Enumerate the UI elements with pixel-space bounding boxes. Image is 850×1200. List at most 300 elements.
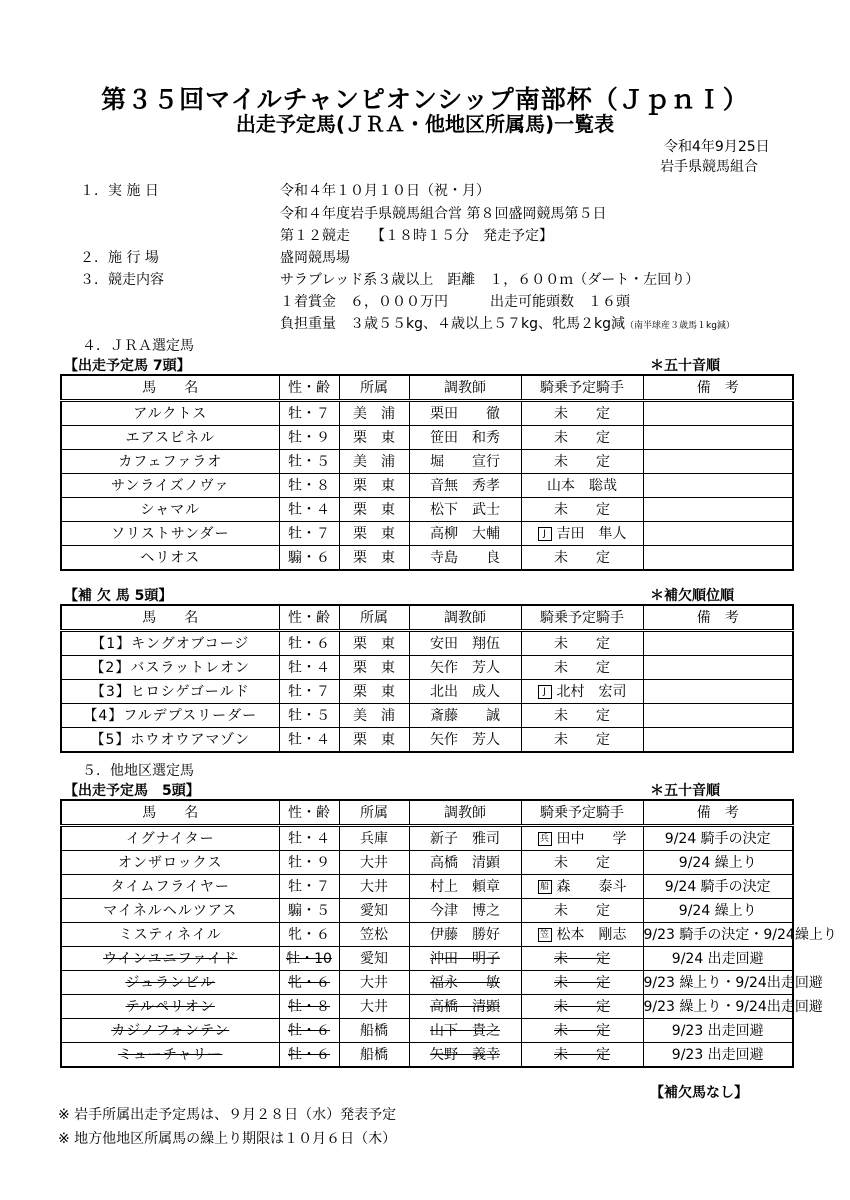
horse-name-cell: [61, 680, 279, 704]
sex-age-cell: [279, 851, 339, 875]
remarks-cell: [643, 1043, 793, 1068]
horse-name-cell: [61, 947, 279, 971]
reserve-order-note: ＊補欠順位順: [650, 588, 734, 604]
other-section-title: ５．他地区選定馬: [82, 763, 194, 779]
table-row: [61, 1019, 793, 1043]
stable-cell-text: 栗 東: [353, 525, 395, 542]
stable-cell-text: 大井: [360, 998, 388, 1015]
info-value: サラブレッド系３歳以上 距離 １，６００ｍ（ダート・左回り）: [280, 272, 700, 288]
stable-cell: [339, 1019, 409, 1043]
jockey-cell: [521, 546, 643, 571]
sex-age-cell-text: 牡・８: [288, 998, 330, 1015]
info-value: １着賞金 ６，０００万円 出走可能頭数 １６頭: [280, 294, 630, 310]
trainer-cell: [409, 522, 521, 546]
sex-age-cell: [279, 680, 339, 704]
jockey-cell: [521, 401, 643, 426]
stable-cell-text: 大井: [360, 878, 388, 895]
stable-cell-text: 美 浦: [353, 405, 395, 422]
trainer-cell-text: 山下 貴之: [430, 1022, 500, 1039]
stable-cell-text: 船橋: [360, 1022, 388, 1039]
stable-cell-text: 笠松: [360, 926, 388, 943]
trainer-cell-text: 寺島 良: [430, 549, 500, 566]
horse-name-cell: [61, 1043, 279, 1068]
trainer-cell-text: 安田 翔伍: [430, 635, 500, 652]
jockey-name: 未 定: [554, 659, 610, 676]
trainer-cell: [409, 899, 521, 923]
sex-age-cell-text: 騸・６: [288, 549, 330, 566]
info-value: 令和４年１０月１０日（祝・月）: [280, 183, 490, 199]
col-sexage: 性・齢: [279, 800, 339, 826]
remarks-cell: [643, 631, 793, 656]
jockey-badge-icon: 船: [538, 880, 552, 894]
trainer-cell: [409, 631, 521, 656]
remarks-cell: [643, 851, 793, 875]
col-stable: 所属: [339, 800, 409, 826]
table-row: [61, 426, 793, 450]
info-value: 令和４年度岩手県競馬組合営 第８回盛岡競馬第５日: [280, 206, 607, 222]
info-label: １．実 施 日: [80, 183, 159, 199]
reserve-group-title: 【補 欠 馬 5頭】: [64, 588, 173, 604]
stable-cell: [339, 450, 409, 474]
trainer-cell: [409, 971, 521, 995]
trainer-cell-text: 新子 雅司: [430, 830, 500, 847]
table-row: [61, 1043, 793, 1068]
trainer-cell-text: 矢野 義幸: [430, 1046, 500, 1063]
col-trainer: 調教師: [409, 800, 521, 826]
col-trainer: 調教師: [409, 375, 521, 401]
remarks-cell-text: 9/23 出走回避: [671, 1046, 764, 1063]
jockey-name: 未 定: [554, 707, 610, 724]
horse-name-cell-text: 【2】バスラットレオン: [90, 659, 251, 676]
sex-age-cell-text: 牡・８: [288, 477, 330, 494]
trainer-cell-text: 矢作 芳人: [430, 731, 500, 748]
sex-age-cell: [279, 704, 339, 728]
jockey-name: 未 定: [554, 429, 610, 446]
horse-name-cell-text: ジュランビル: [125, 974, 216, 991]
sex-age-cell-text: 牡・６: [288, 635, 330, 652]
sex-age-cell-text: 牝・６: [288, 974, 330, 991]
jockey-name: 未 定: [554, 950, 610, 967]
horse-name-cell-text: マイネルヘルツアス: [103, 902, 238, 919]
trainer-cell: [409, 995, 521, 1019]
col-sexage: 性・齢: [279, 375, 339, 401]
col-remarks: 備 考: [643, 800, 793, 826]
other-order-note: ＊五十音順: [650, 783, 720, 799]
col-stable: 所属: [339, 375, 409, 401]
sex-age-cell-text: 牡・５: [288, 707, 330, 724]
table-row: [61, 498, 793, 522]
col-jockey: 騎乗予定騎手: [521, 605, 643, 631]
table-row: [61, 450, 793, 474]
sex-age-cell: [279, 401, 339, 426]
table-row: [61, 899, 793, 923]
sex-age-cell-text: 牡・５: [288, 453, 330, 470]
other-group-title: 【出走予定馬 5頭】: [64, 783, 200, 799]
jockey-name: 未 定: [554, 405, 610, 422]
remarks-cell: [643, 728, 793, 753]
table-row: [61, 947, 793, 971]
stable-cell: [339, 631, 409, 656]
remarks-cell-text: 9/24 騎手の決定: [664, 830, 771, 847]
col-remarks: 備 考: [643, 605, 793, 631]
table-row: [61, 704, 793, 728]
stable-cell: [339, 947, 409, 971]
sex-age-cell-text: 牡・10: [286, 950, 332, 967]
horse-name-cell-text: テルペリオン: [125, 998, 215, 1015]
sex-age-cell: [279, 728, 339, 753]
trainer-cell-text: 斎藤 誠: [430, 707, 500, 724]
stable-cell: [339, 546, 409, 571]
jockey-cell: [521, 947, 643, 971]
table-row: [61, 546, 793, 571]
page-subtitle: 出走予定馬(ＪＲＡ・他地区所属馬)一覧表: [235, 112, 615, 136]
horse-name-cell: [61, 450, 279, 474]
info-value: [280, 313, 735, 333]
sex-age-cell-text: 牡・４: [288, 731, 330, 748]
col-stable: 所属: [339, 605, 409, 631]
jockey-name: 未 定: [554, 731, 610, 748]
other-horse-table: [60, 799, 837, 1068]
table-row: [61, 971, 793, 995]
trainer-cell: [409, 704, 521, 728]
trainer-cell: [409, 546, 521, 571]
sex-age-cell-text: 牡・７: [288, 525, 330, 542]
horse-name-cell-text: サンライズノヴァ: [110, 477, 230, 494]
stable-cell: [339, 923, 409, 947]
horse-name-cell: [61, 631, 279, 656]
horse-name-cell: [61, 851, 279, 875]
sex-age-cell-text: 牡・７: [288, 405, 330, 422]
stable-cell-text: 美 浦: [353, 707, 395, 724]
stable-cell-text: 美 浦: [353, 453, 395, 470]
sex-age-cell-text: 牡・７: [288, 878, 330, 895]
sex-age-cell: [279, 875, 339, 899]
jockey-name: 未 定: [554, 902, 610, 919]
jockey-name: 未 定: [554, 501, 610, 518]
sex-age-cell-text: 牡・４: [288, 830, 330, 847]
remarks-cell-text: 9/24 騎手の決定: [664, 878, 771, 895]
jockey-name: 山本 聡哉: [547, 477, 617, 494]
stable-cell-text: 大井: [360, 974, 388, 991]
horse-name-cell: [61, 971, 279, 995]
horse-name-cell-text: 【4】フルデプスリーダー: [83, 707, 258, 724]
jockey-name: 未 定: [554, 549, 610, 566]
table-header-row: [61, 605, 793, 631]
remarks-cell: [643, 971, 823, 995]
horse-name-cell-text: カジノフォンテン: [111, 1022, 230, 1039]
jra-group-title: 【出走予定馬 7頭】: [64, 358, 191, 374]
jockey-cell: [521, 995, 643, 1019]
table-row: [61, 522, 793, 546]
trainer-cell-text: 村上 頼章: [430, 878, 500, 895]
trainer-cell-text: 矢作 芳人: [430, 659, 500, 676]
jockey-cell: [521, 474, 643, 498]
trainer-cell-text: 栗田 徹: [430, 405, 500, 422]
stable-cell: [339, 995, 409, 1019]
jockey-cell: [521, 426, 643, 450]
sex-age-cell: [279, 947, 339, 971]
trainer-cell-text: 音無 秀孝: [430, 477, 500, 494]
table-header-row: [61, 375, 793, 401]
jockey-cell: [521, 450, 643, 474]
sex-age-cell-text: 牡・６: [288, 1046, 330, 1063]
horse-name-cell: [61, 826, 279, 851]
stable-cell-text: 愛知: [360, 902, 388, 919]
horse-name-cell: [61, 546, 279, 571]
table-row: [61, 656, 793, 680]
stable-cell-text: 栗 東: [353, 549, 395, 566]
stable-cell: [339, 680, 409, 704]
jockey-cell: [521, 728, 643, 753]
table-row: [61, 923, 793, 947]
trainer-cell: [409, 498, 521, 522]
horse-name-cell-text: ミューチャリー: [118, 1046, 223, 1063]
weight-note: （南半球産３歳馬１kg減）: [624, 321, 735, 331]
no-reserve-note: 【補欠馬なし】: [650, 1085, 748, 1101]
stable-cell-text: 大井: [360, 854, 388, 871]
table-header-row: [61, 800, 793, 826]
jockey-badge-icon: J: [538, 527, 552, 541]
table-row: [61, 631, 793, 656]
trainer-cell: [409, 947, 521, 971]
remarks-cell: [643, 474, 793, 498]
horse-name-cell-text: イグナイター: [125, 830, 215, 847]
sex-age-cell-text: 牡・６: [288, 1022, 330, 1039]
remarks-cell: [643, 826, 793, 851]
sex-age-cell-text: 騸・５: [288, 902, 330, 919]
stable-cell: [339, 971, 409, 995]
jockey-cell: [521, 923, 643, 947]
jockey-name: 松本 剛志: [556, 926, 627, 943]
trainer-cell: [409, 826, 521, 851]
sex-age-cell: [279, 522, 339, 546]
jra-section-title: ４．ＪＲＡ選定馬: [82, 338, 194, 354]
col-remarks: 備 考: [643, 375, 793, 401]
table-row: [61, 680, 793, 704]
remarks-cell: [643, 875, 793, 899]
stable-cell: [339, 1043, 409, 1068]
trainer-cell: [409, 426, 521, 450]
trainer-cell: [409, 875, 521, 899]
col-sexage: 性・齢: [279, 605, 339, 631]
stable-cell-text: 栗 東: [353, 635, 395, 652]
horse-name-cell-text: タイムフライヤー: [110, 878, 230, 895]
stable-cell: [339, 875, 409, 899]
trainer-cell-text: 今津 博之: [430, 902, 500, 919]
stable-cell: [339, 656, 409, 680]
horse-name-cell: [61, 401, 279, 426]
col-jockey: 騎乗予定騎手: [521, 800, 643, 826]
trainer-cell-text: 高橋 清顕: [430, 854, 500, 871]
remarks-cell-text: 9/24 出走回避: [671, 950, 764, 967]
horse-name-cell: [61, 656, 279, 680]
sex-age-cell-text: 牝・６: [288, 926, 330, 943]
horse-name-cell-text: ヘリオス: [140, 549, 201, 566]
trainer-cell: [409, 474, 521, 498]
jockey-name: 未 定: [554, 998, 610, 1015]
trainer-cell: [409, 1019, 521, 1043]
stable-cell-text: 兵庫: [360, 830, 388, 847]
remarks-cell-text: 9/23 繰上り・9/24出走回避: [643, 998, 823, 1015]
sex-age-cell-text: 牡・７: [288, 683, 330, 700]
horse-name-cell-text: エアスピネル: [125, 429, 215, 446]
info-value: 第１２競走 【１８時１５分 発走予定】: [280, 228, 553, 244]
table-row: [61, 728, 793, 753]
trainer-cell: [409, 1043, 521, 1068]
jockey-name: 吉田 隼人: [556, 525, 627, 542]
jockey-cell: [521, 498, 643, 522]
stable-cell: [339, 474, 409, 498]
horse-name-cell: [61, 498, 279, 522]
remarks-cell: [643, 680, 793, 704]
info-value: 盛岡競馬場: [280, 250, 350, 266]
jockey-cell: [521, 631, 643, 656]
stable-cell-text: 栗 東: [353, 429, 395, 446]
remarks-cell: [643, 546, 793, 571]
trainer-cell: [409, 450, 521, 474]
jockey-name: 森 泰斗: [556, 878, 627, 895]
stable-cell: [339, 522, 409, 546]
sex-age-cell: [279, 899, 339, 923]
jockey-cell: [521, 971, 643, 995]
info-label: ２．施 行 場: [80, 250, 159, 266]
sex-age-cell: [279, 1019, 339, 1043]
sex-age-cell: [279, 995, 339, 1019]
remarks-cell: [643, 947, 793, 971]
sex-age-cell-text: 牡・９: [288, 854, 330, 871]
stable-cell: [339, 899, 409, 923]
issuer-org: 岩手県競馬組合: [660, 159, 758, 175]
sex-age-cell: [279, 474, 339, 498]
info-label: ３．競走内容: [80, 272, 164, 288]
stable-cell: [339, 826, 409, 851]
trainer-cell-text: 堀 宣行: [430, 453, 500, 470]
stable-cell: [339, 704, 409, 728]
remarks-cell: [643, 923, 837, 947]
table-row: [61, 474, 793, 498]
stable-cell: [339, 498, 409, 522]
sex-age-cell: [279, 450, 339, 474]
trainer-cell-text: 松下 武士: [430, 501, 500, 518]
jockey-name: 田中 学: [556, 830, 627, 847]
jockey-cell: [521, 851, 643, 875]
remarks-cell-text: 9/23 出走回避: [671, 1022, 764, 1039]
remarks-cell: [643, 498, 793, 522]
sex-age-cell-text: 牡・９: [288, 429, 330, 446]
trainer-cell-text: 沖田 明子: [430, 950, 500, 967]
jockey-name: 未 定: [554, 1046, 610, 1063]
remarks-cell-text: 9/23 繰上り・9/24出走回避: [643, 974, 823, 991]
remarks-cell: [643, 522, 793, 546]
remarks-cell: [643, 401, 793, 426]
jockey-name: 未 定: [554, 854, 610, 871]
sex-age-cell: [279, 546, 339, 571]
horse-name-cell: [61, 728, 279, 753]
col-horse: 馬 名: [61, 800, 279, 826]
stable-cell-text: 船橋: [360, 1046, 388, 1063]
sex-age-cell: [279, 971, 339, 995]
remarks-cell: [643, 656, 793, 680]
reserve-horse-table: [60, 604, 794, 753]
table-row: [61, 826, 793, 851]
trainer-cell: [409, 923, 521, 947]
horse-name-cell-text: ウインユニファイド: [103, 950, 238, 967]
sex-age-cell: [279, 498, 339, 522]
sex-age-cell: [279, 631, 339, 656]
horse-name-cell: [61, 1019, 279, 1043]
jockey-name: 北村 宏司: [556, 683, 627, 700]
col-horse: 馬 名: [61, 605, 279, 631]
jockey-cell: [521, 899, 643, 923]
stable-cell-text: 栗 東: [353, 659, 395, 676]
horse-name-cell: [61, 426, 279, 450]
jockey-name: 未 定: [554, 974, 610, 991]
remarks-cell: [643, 995, 823, 1019]
horse-name-cell-text: アルクトス: [133, 405, 208, 422]
stable-cell-text: 愛知: [360, 950, 388, 967]
jockey-badge-icon: 兵: [538, 832, 552, 846]
trainer-cell-text: 高橋 清顕: [430, 998, 500, 1015]
stable-cell: [339, 728, 409, 753]
stable-cell: [339, 851, 409, 875]
trainer-cell-text: 伊藤 勝好: [430, 926, 500, 943]
jockey-name: 未 定: [554, 635, 610, 652]
remarks-cell: [643, 899, 793, 923]
issue-date: 令和4年9月25日: [664, 139, 770, 155]
sex-age-cell: [279, 656, 339, 680]
stable-cell: [339, 426, 409, 450]
jockey-cell: [521, 656, 643, 680]
jockey-cell: [521, 1019, 643, 1043]
jockey-cell: [521, 522, 643, 546]
table-row: [61, 875, 793, 899]
trainer-cell: [409, 851, 521, 875]
col-jockey: 騎乗予定騎手: [521, 375, 643, 401]
trainer-cell-text: 笹田 和秀: [430, 429, 500, 446]
sex-age-cell-text: 牡・４: [288, 501, 330, 518]
horse-name-cell: [61, 875, 279, 899]
sex-age-cell: [279, 923, 339, 947]
footer-note-1: ※ 岩手所属出走予定馬は、９月２８日（水）発表予定: [58, 1107, 397, 1123]
page-title: 第３５回マイルチャンピオンシップ南部杯（ＪｐｎＩ）: [101, 85, 749, 114]
horse-name-cell: [61, 704, 279, 728]
sex-age-cell: [279, 426, 339, 450]
horse-name-cell-text: 【1】キングオブコージ: [91, 635, 250, 652]
trainer-cell-text: 北出 成人: [430, 683, 500, 700]
horse-name-cell-text: ミスティネイル: [118, 926, 222, 943]
horse-name-cell: [61, 995, 279, 1019]
trainer-cell: [409, 401, 521, 426]
horse-name-cell: [61, 474, 279, 498]
horse-name-cell: [61, 522, 279, 546]
stable-cell-text: 栗 東: [353, 731, 395, 748]
horse-name-cell-text: ソリストサンダー: [111, 525, 230, 542]
horse-name-cell: [61, 923, 279, 947]
horse-name-cell-text: 【5】ホウオウアマゾン: [90, 731, 250, 748]
table-row: [61, 401, 793, 426]
trainer-cell: [409, 728, 521, 753]
jra-horse-table: [60, 374, 794, 571]
weight-text: 負担重量 ３歳５５kg、４歳以上５７kg、牝馬２kg減: [280, 316, 625, 332]
col-horse: 馬 名: [61, 375, 279, 401]
remarks-cell: [643, 426, 793, 450]
stable-cell-text: 栗 東: [353, 477, 395, 494]
sex-age-cell: [279, 1043, 339, 1068]
jockey-name: 未 定: [554, 453, 610, 470]
horse-name-cell-text: シャマル: [140, 501, 201, 518]
remarks-cell: [643, 1019, 793, 1043]
sex-age-cell-text: 牡・４: [288, 659, 330, 676]
